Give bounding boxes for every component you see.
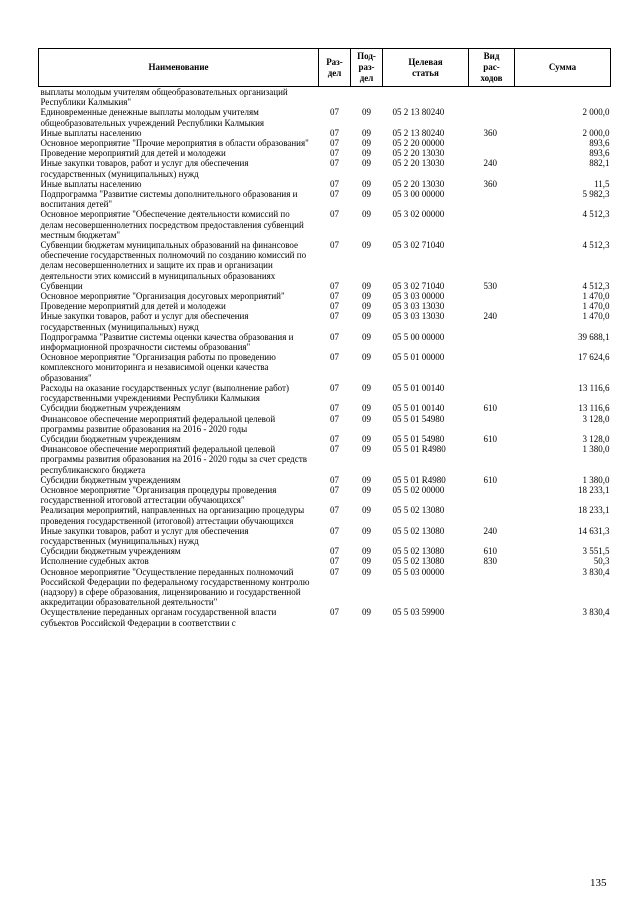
cell-target-item: 05 5 01 R4980 <box>392 474 446 485</box>
cell-sum: 13 116,6 <box>578 403 610 414</box>
cell-name: Субсидии бюджетным учреждениям <box>40 546 181 557</box>
cell-name: Иные выплаты населению <box>40 178 142 189</box>
cell-name: Субсидии бюджетным учреждениям <box>40 403 181 414</box>
table-row <box>39 281 611 291</box>
cell-target-item: 05 5 01 R4980 <box>392 444 446 455</box>
cell-podrazdel: 09 <box>362 556 371 567</box>
cell-sum: 882,1 <box>589 158 610 169</box>
cell-target-item: 05 5 02 13080 <box>392 525 445 536</box>
table-row <box>39 414 611 434</box>
cell-name: Подпрограмма "Развитие системы оценки качества образования и информационной прозрачности системы образования" <box>40 331 294 353</box>
cell-target-item: 05 3 02 00000 <box>392 209 445 220</box>
cell-razdel: 07 <box>330 331 339 342</box>
cell-sum: 3 128,0 <box>582 413 610 424</box>
cell-expense-type: 240 <box>483 525 497 536</box>
cell-podrazdel: 09 <box>362 546 371 557</box>
cell-expense-type: 610 <box>483 433 497 444</box>
cell-sum: 3 551,5 <box>582 546 610 557</box>
cell-podrazdel: 09 <box>362 158 371 169</box>
cell-podrazdel: 09 <box>362 352 371 363</box>
cell-sum: 14 631,3 <box>578 525 610 536</box>
table-row <box>39 189 611 209</box>
cell-target-item: 05 5 01 54980 <box>392 413 445 424</box>
cell-expense-type <box>469 485 515 505</box>
cell-expense-type: 530 <box>483 280 497 291</box>
cell-target-item: 05 5 00 00000 <box>392 331 445 342</box>
header-razdel: Раз- дел <box>319 49 351 87</box>
cell-razdel: 07 <box>330 301 339 312</box>
cell-razdel: 07 <box>330 148 339 159</box>
cell-podrazdel: 09 <box>362 525 371 536</box>
cell-razdel: 07 <box>330 403 339 414</box>
cell-expense-type <box>469 240 515 281</box>
cell-podrazdel <box>351 87 383 108</box>
cell-name: Реализация мероприятий, направленных на организацию процедуры проведения государственной (итоговой) аттестации обучающихся <box>40 505 305 526</box>
cell-name: Расходы на оказание государственных услуг (выполнение работ) государственными учреждениями Республики Калмыкия <box>40 382 289 404</box>
cell-podrazdel: 09 <box>362 311 371 322</box>
cell-expense-type <box>469 138 515 148</box>
cell-razdel: 07 <box>330 546 339 557</box>
cell-expense-type: 240 <box>483 158 497 169</box>
cell-target-item: 05 3 02 71040 <box>392 240 445 251</box>
cell-expense-type <box>469 291 515 301</box>
cell-target-item: 05 5 03 00000 <box>392 566 445 577</box>
cell-name: Основное мероприятие "Организация процедуры проведения государственной итоговой аттестации обучающихся" <box>40 484 277 506</box>
cell-target-item: 05 2 13 80240 <box>392 107 445 118</box>
cell-podrazdel: 09 <box>362 107 371 118</box>
cell-podrazdel: 09 <box>362 505 371 516</box>
table-row <box>39 526 611 546</box>
cell-expense-type <box>469 107 515 127</box>
table-row <box>39 291 611 301</box>
cell-name: Подпрограмма "Развитие системы дополнительного образования и воспитания детей" <box>40 189 298 210</box>
cell-expense-type: 360 <box>483 178 497 189</box>
cell-sum: 1 470,0 <box>582 311 610 322</box>
cell-razdel <box>319 87 351 108</box>
cell-razdel: 07 <box>330 178 339 189</box>
cell-razdel: 07 <box>330 280 339 291</box>
table-row <box>39 607 611 627</box>
cell-sum: 39 688,1 <box>578 331 610 342</box>
cell-name: Финансовое обеспечение мероприятий федеральной целевой программы развития образования на 2016 - 2020 годы за счет средств республиканского бюджета <box>40 444 308 475</box>
table-row <box>39 148 611 158</box>
cell-name: Основное мероприятие "Организация работы по проведению комплексного мониторинга и независимой оценки качества образования" <box>40 352 276 383</box>
cell-razdel: 07 <box>330 291 339 302</box>
cell-razdel: 07 <box>330 413 339 424</box>
cell-podrazdel: 09 <box>362 127 371 138</box>
cell-expense-type <box>469 414 515 434</box>
cell-name: Основное мероприятие "Прочие мероприятия в области образования" <box>40 138 309 149</box>
cell-razdel: 07 <box>330 209 339 220</box>
table-row <box>39 505 611 525</box>
table-row <box>39 158 611 178</box>
table-row <box>39 107 611 127</box>
cell-razdel: 07 <box>330 189 339 200</box>
header-expense-type: Вид рас- ходов <box>469 49 515 87</box>
cell-target-item: 05 5 03 59900 <box>392 607 445 618</box>
cell-razdel: 07 <box>330 382 339 393</box>
cell-target-item: 05 2 20 13030 <box>392 148 445 159</box>
cell-name: Осуществление переданных органам государственной власти субъектов Российской Федерации в соответствии с <box>40 607 277 628</box>
cell-expense-type: 610 <box>483 403 497 414</box>
cell-sum: 1 470,0 <box>582 291 610 302</box>
cell-sum: 3 128,0 <box>582 433 610 444</box>
table-row <box>39 475 611 485</box>
cell-razdel: 07 <box>330 556 339 567</box>
cell-razdel: 07 <box>330 607 339 618</box>
cell-podrazdel: 09 <box>362 148 371 159</box>
table-row <box>39 546 611 556</box>
cell-name: Проведение мероприятий для детей и молодежи <box>40 148 226 159</box>
cell-razdel: 07 <box>330 444 339 455</box>
cell-podrazdel: 09 <box>362 189 371 200</box>
cell-sum: 1 380,0 <box>582 444 610 455</box>
cell-target-item: 05 2 20 13030 <box>392 178 445 189</box>
cell-razdel: 07 <box>330 505 339 516</box>
cell-target-item: 05 5 01 00140 <box>392 403 445 414</box>
header-target-item: Целевая статья <box>383 49 469 87</box>
cell-podrazdel: 09 <box>362 433 371 444</box>
cell-name: Финансовое обеспечение мероприятий федеральной целевой программы развитие образования на 2016 - 2020 годы <box>40 413 276 434</box>
table-row <box>39 87 611 108</box>
cell-target-item: 05 5 01 00000 <box>392 352 445 363</box>
cell-razdel: 07 <box>330 138 339 149</box>
cell-expense-type <box>469 189 515 209</box>
cell-razdel: 07 <box>330 352 339 363</box>
budget-table-page <box>38 48 610 628</box>
cell-name: Субсидии бюджетным учреждениям <box>40 474 181 485</box>
table-row <box>39 138 611 148</box>
cell-name: Иные выплаты населению <box>40 127 142 138</box>
cell-podrazdel: 09 <box>362 138 371 149</box>
cell-sum: 2 000,0 <box>582 127 610 138</box>
cell-razdel: 07 <box>330 484 339 495</box>
cell-target-item: 05 5 02 13080 <box>392 546 445 557</box>
cell-podrazdel: 09 <box>362 240 371 251</box>
cell-podrazdel: 09 <box>362 209 371 220</box>
cell-expense-type <box>469 607 515 627</box>
cell-podrazdel: 09 <box>362 403 371 414</box>
cell-target-item: 05 2 20 00000 <box>392 138 445 149</box>
cell-expense-type <box>469 352 515 383</box>
cell-podrazdel: 09 <box>362 331 371 342</box>
cell-sum: 50,3 <box>593 556 610 567</box>
table-row <box>39 128 611 138</box>
cell-razdel: 07 <box>330 107 339 118</box>
cell-sum: 4 512,3 <box>582 280 610 291</box>
cell-name: Исполнение судебных актов <box>40 556 149 567</box>
cell-target-item: 05 5 02 00000 <box>392 484 445 495</box>
cell-sum: 11,5 <box>594 178 610 189</box>
cell-sum: 18 233,1 <box>578 484 610 495</box>
cell-name: Единовременные денежные выплаты молодым учителям общеобразовательных учреждений Республики Калмыкия <box>40 107 265 128</box>
cell-name: Субвенции <box>40 280 83 291</box>
cell-razdel: 07 <box>330 127 339 138</box>
cell-razdel: 07 <box>330 474 339 485</box>
header-sum: Сумма <box>515 49 611 87</box>
cell-razdel: 07 <box>330 566 339 577</box>
cell-expense-type: 610 <box>483 546 497 557</box>
cell-expense-type <box>469 148 515 158</box>
cell-razdel: 07 <box>330 240 339 251</box>
cell-sum: 1 380,0 <box>582 474 610 485</box>
cell-expense-type: 360 <box>483 127 497 138</box>
cell-podrazdel: 09 <box>362 301 371 312</box>
cell-sum: 5 982,3 <box>582 189 610 200</box>
cell-expense-type <box>469 87 515 108</box>
cell-name: Субсидии бюджетным учреждениям <box>40 433 181 444</box>
cell-podrazdel: 09 <box>362 178 371 189</box>
cell-target-item: 05 3 00 00000 <box>392 189 445 200</box>
cell-razdel: 07 <box>330 311 339 322</box>
cell-razdel: 07 <box>330 433 339 444</box>
table-row <box>39 240 611 281</box>
cell-sum: 893,6 <box>589 138 610 149</box>
cell-podrazdel: 09 <box>362 413 371 424</box>
cell-name: Основное мероприятие "Осуществление переданных полномочий Российской Федерации по федеральному государственному контролю (надзору) в сфере образования, лицензированию и государственной аккредитации образовательной деятельности" <box>40 566 310 608</box>
cell-name: Субвенции бюджетам муниципальных образований на финансовое обеспечение государственных полномочий по созданию комиссий по делам несовершеннолетних и защите их прав и организации деятельности этих комиссий в муниципальных образованиях <box>40 240 307 281</box>
cell-target-item: 05 3 03 13030 <box>392 311 445 322</box>
cell-podrazdel: 09 <box>362 607 371 618</box>
cell-sum: 4 512,3 <box>582 209 610 220</box>
cell-sum: 1 470,0 <box>582 301 610 312</box>
cell-podrazdel: 09 <box>362 382 371 393</box>
table-row <box>39 383 611 403</box>
page-number: 135 <box>590 877 607 889</box>
cell-name: Иные закупки товаров, работ и услуг для обеспечения государственных (муниципальных) нужд <box>40 311 249 332</box>
cell-target-item: 05 3 02 71040 <box>392 280 445 291</box>
table-row <box>39 209 611 240</box>
table-row <box>39 444 611 475</box>
table-row <box>39 301 611 311</box>
cell-sum: 4 512,3 <box>582 240 610 251</box>
table-row <box>39 556 611 566</box>
cell-target-item: 05 5 02 13080 <box>392 556 445 567</box>
cell-target-item: 05 5 01 54980 <box>392 433 445 444</box>
table-row <box>39 311 611 331</box>
cell-sum: 3 830,4 <box>582 607 610 618</box>
cell-name: Иные закупки товаров, работ и услуг для обеспечения государственных (муниципальных) нужд <box>40 525 249 546</box>
cell-sum: 17 624,6 <box>578 352 610 363</box>
cell-expense-type <box>469 332 515 352</box>
cell-expense-type <box>469 505 515 525</box>
cell-expense-type <box>469 383 515 403</box>
budget-table <box>38 48 611 628</box>
cell-name: выплаты молодым учителям общеобразовательных организаций Республики Калмыкия" <box>40 87 288 108</box>
cell-target-item <box>383 87 469 108</box>
cell-target-item: 05 2 13 80240 <box>392 127 445 138</box>
cell-expense-type <box>469 209 515 240</box>
header-podrazdel: Под- раз- дел <box>351 49 383 87</box>
cell-podrazdel: 09 <box>362 280 371 291</box>
cell-sum: 893,6 <box>589 148 610 159</box>
cell-podrazdel: 09 <box>362 484 371 495</box>
cell-expense-type <box>469 301 515 311</box>
cell-expense-type: 830 <box>483 556 497 567</box>
cell-name: Проведение мероприятий для детей и молодежи <box>40 301 226 312</box>
cell-podrazdel: 09 <box>362 474 371 485</box>
cell-expense-type: 240 <box>483 311 497 322</box>
cell-sum: 2 000,0 <box>582 107 610 118</box>
cell-razdel: 07 <box>330 525 339 536</box>
cell-podrazdel: 09 <box>362 291 371 302</box>
cell-target-item: 05 2 20 13030 <box>392 158 445 169</box>
cell-name: Иные закупки товаров, работ и услуг для обеспечения государственных (муниципальных) нужд <box>40 158 249 179</box>
cell-sum: 18 233,1 <box>578 505 610 516</box>
cell-expense-type <box>469 567 515 608</box>
header-name: Наименование <box>39 49 319 87</box>
cell-target-item: 05 5 02 13080 <box>392 505 445 516</box>
table-row <box>39 332 611 352</box>
cell-expense-type <box>469 444 515 475</box>
cell-target-item: 05 3 03 00000 <box>392 291 445 302</box>
cell-target-item: 05 5 01 00140 <box>392 382 445 393</box>
cell-sum <box>515 87 611 108</box>
cell-sum: 3 830,4 <box>582 566 610 577</box>
cell-name: Основное мероприятие "Обеспечение деятельности комиссий по делам несовершеннолетних посредством предоставления субвенций местным бюджетам" <box>40 209 304 240</box>
table-row <box>39 485 611 505</box>
cell-sum: 13 116,6 <box>578 382 610 393</box>
cell-target-item: 05 3 03 13030 <box>392 301 445 312</box>
cell-razdel: 07 <box>330 158 339 169</box>
table-row <box>39 403 611 413</box>
cell-podrazdel: 09 <box>362 444 371 455</box>
table-row <box>39 352 611 383</box>
table-row <box>39 567 611 608</box>
table-row <box>39 434 611 444</box>
cell-name: Основное мероприятие "Организация досуговых мероприятий" <box>40 291 285 302</box>
cell-podrazdel: 09 <box>362 566 371 577</box>
table-header-row <box>39 49 611 87</box>
table-row <box>39 179 611 189</box>
cell-expense-type: 610 <box>483 474 497 485</box>
